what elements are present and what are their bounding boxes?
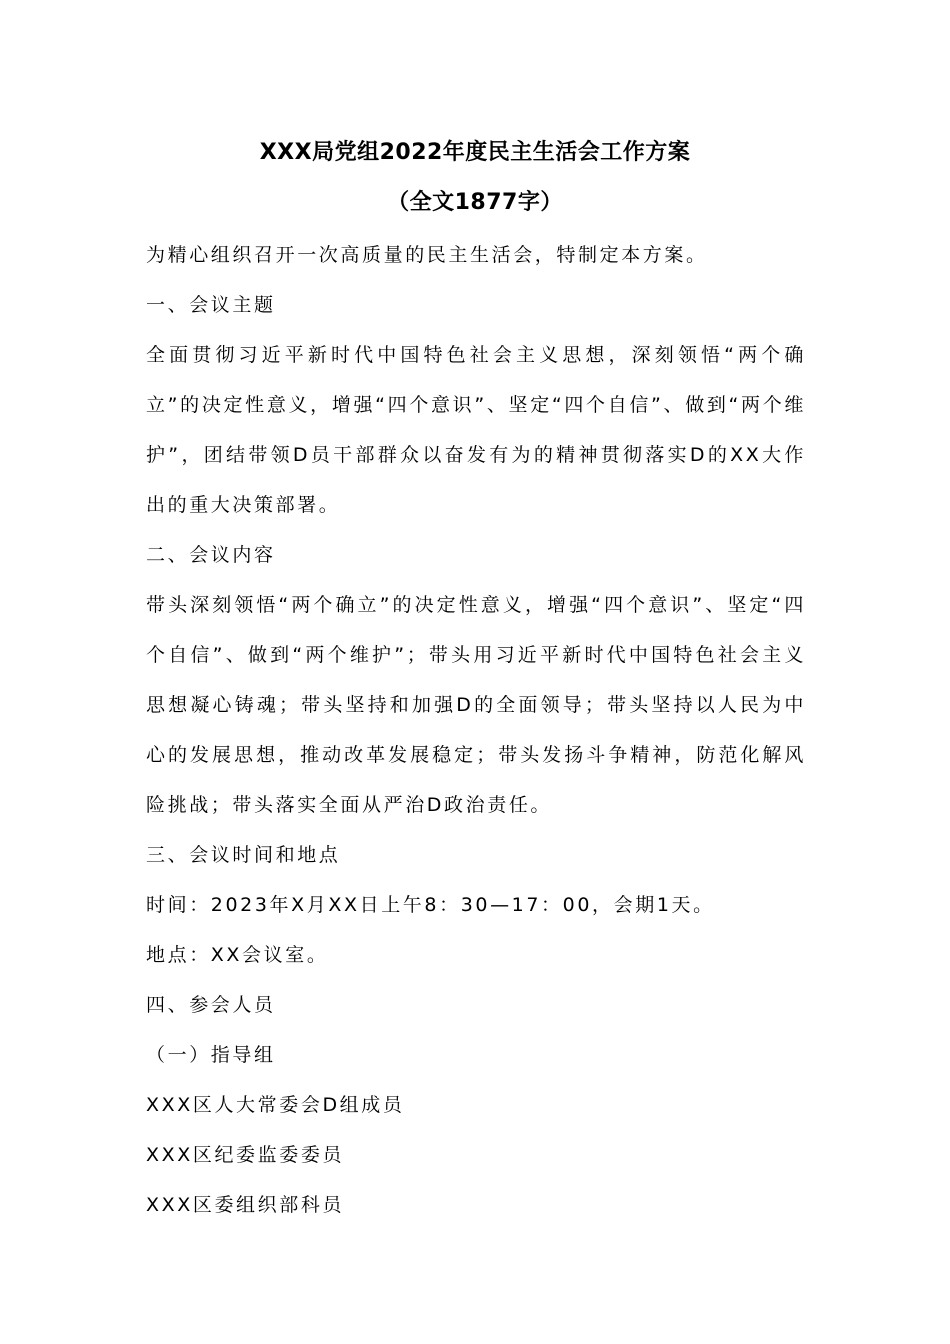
- attendee-line: XXX区纪委监委委员: [146, 1144, 345, 1166]
- document-title: XXX局党组2022年度民主生活会工作方案: [259, 140, 691, 165]
- section-heading-theme: 一、会议主题: [146, 294, 276, 316]
- document-body: [146, 230, 806, 1230]
- subsection-heading-guidance-group: （一）指导组: [146, 1044, 276, 1066]
- time-line: 时间：2023年X月XX日上午8：30—17：00，会期1天。: [146, 894, 715, 916]
- document-subtitle: （全文1877字）: [387, 190, 563, 215]
- attendee-line: XXX区人大常委会D组成员: [146, 1094, 405, 1116]
- theme-paragraph: 全面贯彻习近平新时代中国特色社会主义思想，深刻领悟“两个确立”的决定性意义，增强“四个意识”、坚定“四个自信”、做到“两个维护”，团结带领D员干部群众以奋发有为的精神贯彻落实D的XX大作出的重大决策部署。: [146, 344, 806, 516]
- section-heading-content: 二、会议内容: [146, 544, 276, 566]
- intro-paragraph: 为精心组织召开一次高质量的民主生活会，特制定本方案。: [146, 244, 708, 266]
- place-line: 地点：XX会议室。: [146, 944, 329, 966]
- section-heading-time-place: 三、会议时间和地点: [146, 844, 341, 866]
- content-paragraph: 带头深刻领悟“两个确立”的决定性意义，增强“四个意识”、坚定“四个自信”、做到“两个维护”；带头用习近平新时代中国特色社会主义思想凝心铸魂；带头坚持和加强D的全面领导；带头坚持以人民为中心的发展思想，推动改革发展稳定；带头发扬斗争精神，防范化解风险挑战；带头落实全面从严治D政治责任。: [146, 594, 806, 816]
- section-heading-attendees: 四、参会人员: [146, 994, 276, 1016]
- attendee-line: XXX区委组织部科员: [146, 1194, 345, 1216]
